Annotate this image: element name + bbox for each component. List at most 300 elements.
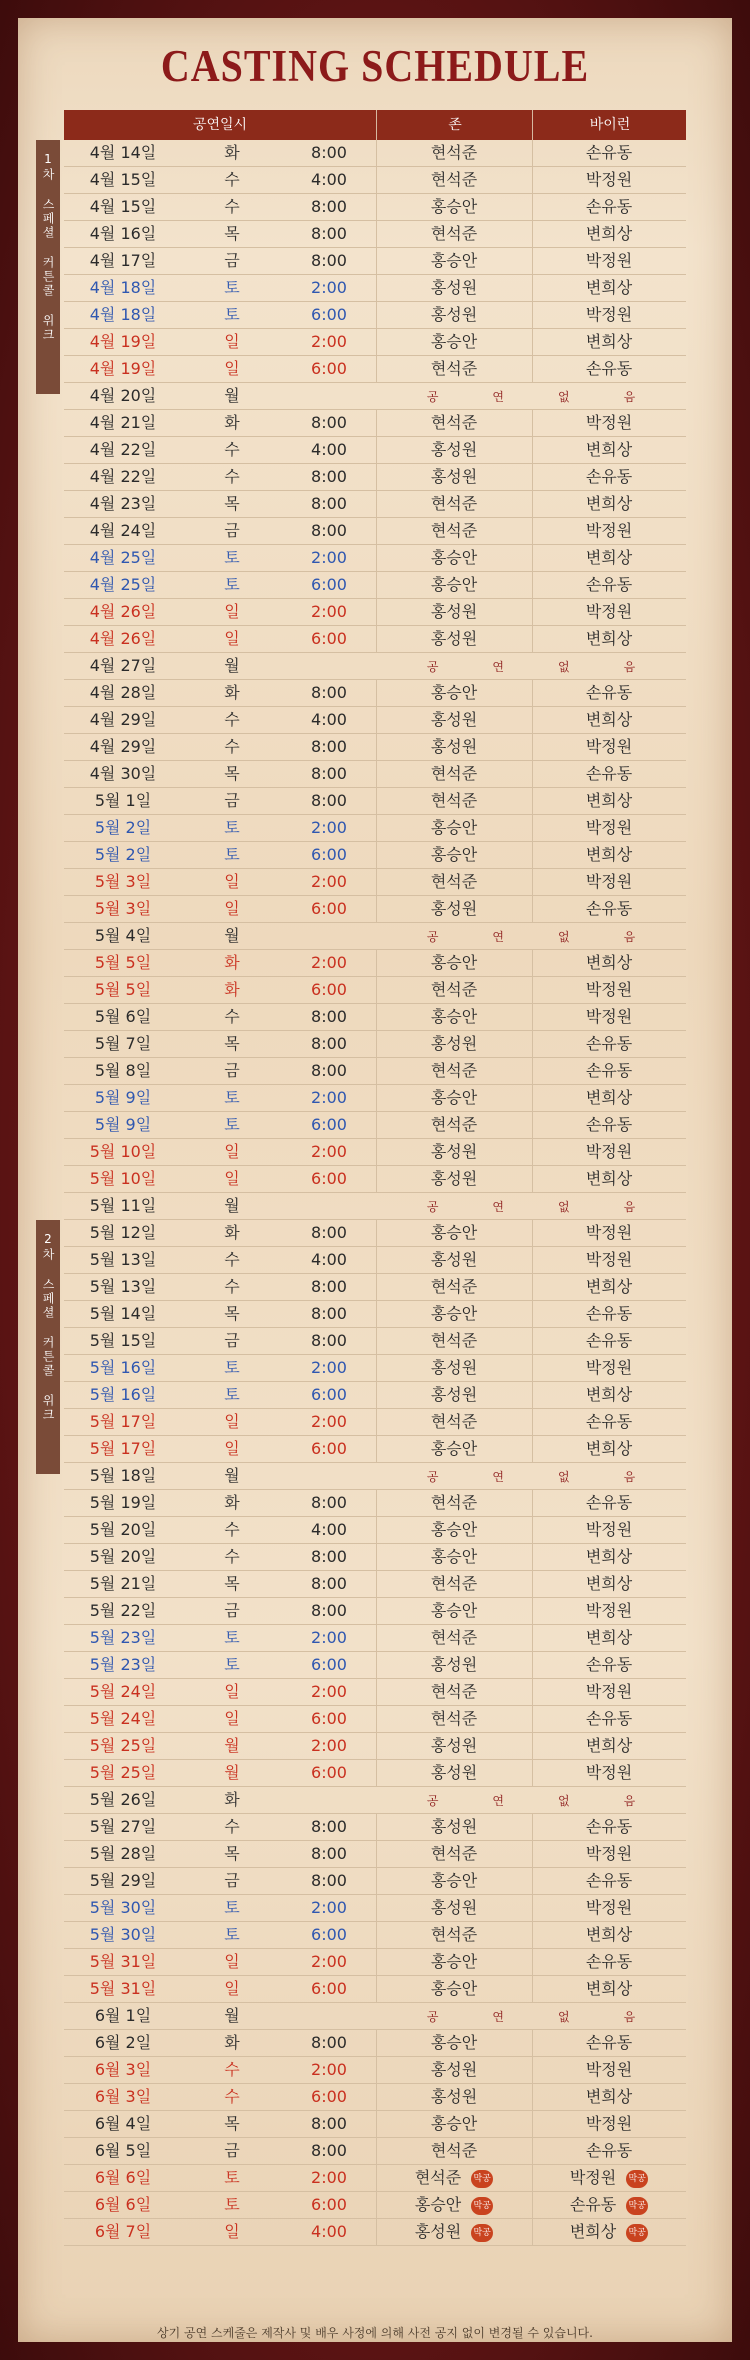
table-row bbox=[64, 2003, 686, 2030]
table-row bbox=[64, 1409, 686, 1436]
row-vir-actor: 변희상 bbox=[585, 1088, 633, 1107]
side-label-text: 2차 스페셜 커튼콜 위크 bbox=[41, 1232, 55, 1422]
row-day: 일 bbox=[224, 359, 240, 378]
row-zon-actor: 현석준 bbox=[376, 1112, 533, 1138]
table-row bbox=[64, 1922, 686, 1949]
table-row bbox=[64, 518, 686, 545]
row-vir-actor: 손유동 bbox=[585, 1817, 633, 1836]
table-row bbox=[64, 734, 686, 761]
row-day: 토 bbox=[224, 575, 240, 594]
final-show-badge: 막공 bbox=[471, 2224, 493, 2242]
row-vir-actor: 박정원 bbox=[585, 1763, 633, 1782]
row-vir-actor: 손유동 bbox=[585, 575, 633, 594]
row-time: 8:00 bbox=[282, 1301, 377, 1327]
row-date: 5월 7일 bbox=[94, 1034, 152, 1053]
row-day: 금 bbox=[224, 1871, 240, 1890]
row-day: 목 bbox=[224, 2114, 240, 2133]
row-vir-actor: 변희상 bbox=[585, 1439, 633, 1458]
row-vir-actor: 변희상 bbox=[585, 1574, 633, 1593]
row-zon-actor bbox=[376, 2219, 533, 2245]
row-time: 8:00 bbox=[282, 680, 377, 706]
table-row bbox=[64, 1463, 686, 1490]
row-date: 5월 10일 bbox=[89, 1142, 157, 1161]
row-zon-actor: 현석준 bbox=[376, 491, 533, 517]
row-date: 5월 17일 bbox=[89, 1412, 157, 1431]
no-show-char: 연 bbox=[492, 660, 504, 674]
table-row bbox=[64, 950, 686, 977]
no-show-char: 연 bbox=[492, 930, 504, 944]
row-date: 4월 22일 bbox=[89, 440, 157, 459]
row-date: 4월 15일 bbox=[89, 170, 157, 189]
row-vir-actor: 박정원 bbox=[585, 818, 633, 837]
no-show-char: 음 bbox=[623, 1794, 636, 1808]
row-day: 일 bbox=[224, 1439, 240, 1458]
row-time: 6:00 bbox=[282, 1436, 377, 1462]
row-day: 화 bbox=[224, 413, 240, 432]
row-date: 4월 17일 bbox=[89, 251, 157, 270]
row-day: 토 bbox=[224, 1115, 240, 1134]
no-show-char: 연 bbox=[492, 1794, 504, 1808]
row-day: 월 bbox=[224, 656, 240, 675]
row-time: 8:00 bbox=[282, 221, 377, 247]
table-row bbox=[64, 977, 686, 1004]
row-date: 5월 22일 bbox=[89, 1601, 157, 1620]
row-day: 토 bbox=[224, 1088, 240, 1107]
row-time: 8:00 bbox=[282, 734, 377, 760]
row-day: 월 bbox=[224, 1466, 240, 1485]
table-row bbox=[64, 1517, 686, 1544]
row-vir-actor: 손유동 bbox=[585, 683, 633, 702]
row-zon-actor: 홍승안 bbox=[376, 572, 533, 598]
table-row bbox=[64, 140, 686, 167]
row-zon-actor: 홍승안 bbox=[376, 194, 533, 220]
table-row bbox=[64, 1355, 686, 1382]
row-date: 6월 6일 bbox=[94, 2168, 152, 2187]
row-zon-actor: 홍성원 bbox=[376, 1247, 533, 1273]
table-row bbox=[64, 464, 686, 491]
row-date: 5월 13일 bbox=[89, 1277, 157, 1296]
row-day: 수 bbox=[224, 1547, 240, 1566]
row-zon-actor: 현석준 bbox=[376, 1409, 533, 1435]
row-vir-actor: 손유동 bbox=[585, 764, 633, 783]
row-zon-actor: 현석준 bbox=[376, 1058, 533, 1084]
row-date: 5월 14일 bbox=[89, 1304, 157, 1323]
row-time: 6:00 bbox=[282, 896, 377, 922]
row-time: 2:00 bbox=[282, 1895, 377, 1921]
row-day: 수 bbox=[224, 2060, 240, 2079]
row-vir-actor: 박정원 bbox=[585, 602, 633, 621]
vir-actor-name: 손유동 bbox=[569, 2195, 617, 2214]
row-day: 월 bbox=[224, 926, 240, 945]
row-vir-actor: 박정원 bbox=[585, 1844, 633, 1863]
row-time: 8:00 bbox=[282, 410, 377, 436]
row-vir-actor: 변희상 bbox=[585, 1547, 633, 1566]
row-date: 5월 5일 bbox=[94, 980, 152, 999]
zon-actor-name: 홍성원 bbox=[414, 2222, 462, 2241]
zon-actor-name: 현석준 bbox=[414, 2168, 462, 2187]
row-day: 수 bbox=[224, 467, 240, 486]
row-time: 4:00 bbox=[282, 1247, 377, 1273]
row-vir-actor: 변희상 bbox=[585, 1169, 633, 1188]
row-date: 5월 16일 bbox=[89, 1385, 157, 1404]
row-time: 8:00 bbox=[282, 1004, 377, 1030]
row-time: 4:00 bbox=[282, 707, 377, 733]
row-date: 5월 4일 bbox=[94, 926, 152, 945]
row-vir-actor: 변희상 bbox=[585, 278, 633, 297]
row-date: 5월 23일 bbox=[89, 1628, 157, 1647]
row-date: 4월 26일 bbox=[89, 602, 157, 621]
row-time: 6:00 bbox=[282, 842, 377, 868]
row-date: 5월 30일 bbox=[89, 1898, 157, 1917]
row-vir-actor: 손유동 bbox=[585, 1331, 633, 1350]
row-time: 6:00 bbox=[282, 1166, 377, 1192]
row-date: 5월 12일 bbox=[89, 1223, 157, 1242]
row-day: 수 bbox=[224, 440, 240, 459]
no-show-label bbox=[376, 1787, 686, 1813]
row-vir-actor: 박정원 bbox=[585, 1250, 633, 1269]
table-row bbox=[64, 761, 686, 788]
table-row bbox=[64, 788, 686, 815]
row-date: 6월 1일 bbox=[94, 2006, 152, 2025]
row-vir-actor: 손유동 bbox=[585, 359, 633, 378]
row-date: 5월 16일 bbox=[89, 1358, 157, 1377]
row-day: 수 bbox=[224, 170, 240, 189]
row-vir-actor: 손유동 bbox=[585, 1871, 633, 1890]
row-time: 6:00 bbox=[282, 1652, 377, 1678]
table-row bbox=[64, 1868, 686, 1895]
row-day: 월 bbox=[224, 1196, 240, 1215]
row-date: 5월 25일 bbox=[89, 1736, 157, 1755]
no-show-char: 음 bbox=[623, 1200, 636, 1214]
row-day: 일 bbox=[224, 1682, 240, 1701]
side-label-week1 bbox=[36, 140, 60, 394]
row-vir-actor: 손유동 bbox=[585, 1304, 633, 1323]
row-zon-actor: 현석준 bbox=[376, 1571, 533, 1597]
row-date: 4월 30일 bbox=[89, 764, 157, 783]
row-vir-actor: 손유동 bbox=[585, 1034, 633, 1053]
row-zon-actor: 홍성원 bbox=[376, 1355, 533, 1381]
row-date: 5월 31일 bbox=[89, 1979, 157, 1998]
row-zon-actor: 홍승안 bbox=[376, 1598, 533, 1624]
row-zon-actor bbox=[376, 2192, 533, 2218]
row-time: 2:00 bbox=[282, 2057, 377, 2083]
row-day: 일 bbox=[224, 1169, 240, 1188]
row-zon-actor: 홍승안 bbox=[376, 680, 533, 706]
row-day: 금 bbox=[224, 521, 240, 540]
row-day: 수 bbox=[224, 1007, 240, 1026]
row-day: 화 bbox=[224, 953, 240, 972]
row-vir-actor bbox=[532, 2165, 686, 2191]
row-zon-actor: 현석준 bbox=[376, 869, 533, 895]
row-day: 수 bbox=[224, 737, 240, 756]
row-time: 6:00 bbox=[282, 356, 377, 382]
table-row bbox=[64, 2111, 686, 2138]
table-row bbox=[64, 194, 686, 221]
no-show-char: 없 bbox=[558, 2010, 570, 2024]
row-vir-actor bbox=[532, 2219, 686, 2245]
row-zon-actor: 홍성원 bbox=[376, 1652, 533, 1678]
row-zon-actor: 홍성원 bbox=[376, 707, 533, 733]
row-time: 6:00 bbox=[282, 2192, 377, 2218]
page-title: CASTING SCHEDULE bbox=[160, 39, 590, 92]
row-date: 5월 11일 bbox=[89, 1196, 157, 1215]
row-zon-actor: 현석준 bbox=[376, 1490, 533, 1516]
table-row bbox=[64, 1706, 686, 1733]
row-day: 일 bbox=[224, 1709, 240, 1728]
no-show-label bbox=[376, 383, 686, 409]
table-row bbox=[64, 1571, 686, 1598]
side-label-week2 bbox=[36, 1220, 60, 1474]
row-time: 8:00 bbox=[282, 788, 377, 814]
table-row bbox=[64, 1787, 686, 1814]
row-zon-actor: 홍성원 bbox=[376, 896, 533, 922]
row-vir-actor: 박정원 bbox=[585, 1898, 633, 1917]
row-vir-actor: 손유동 bbox=[585, 899, 633, 918]
row-day: 목 bbox=[224, 1574, 240, 1593]
row-time: 8:00 bbox=[282, 1598, 377, 1624]
row-vir-actor: 변희상 bbox=[585, 629, 633, 648]
row-day: 수 bbox=[224, 197, 240, 216]
row-vir-actor: 박정원 bbox=[585, 980, 633, 999]
no-show-char: 없 bbox=[558, 660, 570, 674]
row-vir-actor: 변희상 bbox=[585, 1979, 633, 1998]
row-day: 금 bbox=[224, 2141, 240, 2160]
row-time: 8:00 bbox=[282, 248, 377, 274]
table-row bbox=[64, 437, 686, 464]
row-day: 일 bbox=[224, 1979, 240, 1998]
row-time: 8:00 bbox=[282, 1814, 377, 1840]
table-row bbox=[64, 1247, 686, 1274]
row-vir-actor: 변희상 bbox=[585, 494, 633, 513]
row-date: 5월 9일 bbox=[94, 1115, 152, 1134]
row-zon-actor: 홍성원 bbox=[376, 2084, 533, 2110]
row-date: 5월 10일 bbox=[89, 1169, 157, 1188]
row-date: 5월 13일 bbox=[89, 1250, 157, 1269]
row-zon-actor: 현석준 bbox=[376, 1679, 533, 1705]
row-day: 화 bbox=[224, 2033, 240, 2052]
row-date: 4월 21일 bbox=[89, 413, 157, 432]
no-show-char: 공 bbox=[426, 1470, 439, 1484]
row-zon-actor: 현석준 bbox=[376, 788, 533, 814]
row-date: 4월 26일 bbox=[89, 629, 157, 648]
table-row bbox=[64, 1328, 686, 1355]
no-show-char: 없 bbox=[558, 390, 570, 404]
row-zon-actor: 현석준 bbox=[376, 140, 533, 166]
table-row bbox=[64, 410, 686, 437]
row-day: 목 bbox=[224, 1844, 240, 1863]
table-row bbox=[64, 2030, 686, 2057]
row-vir-actor: 손유동 bbox=[585, 2033, 633, 2052]
row-vir-actor: 박정원 bbox=[585, 2114, 633, 2133]
final-show-badge: 막공 bbox=[471, 2197, 493, 2215]
row-date: 4월 19일 bbox=[89, 332, 157, 351]
row-date: 4월 25일 bbox=[89, 575, 157, 594]
row-date: 4월 29일 bbox=[89, 710, 157, 729]
table-row bbox=[64, 221, 686, 248]
table-row bbox=[64, 1544, 686, 1571]
row-day: 월 bbox=[224, 1736, 240, 1755]
row-zon-actor: 홍승안 bbox=[376, 1301, 533, 1327]
table-row bbox=[64, 2084, 686, 2111]
row-zon-actor: 홍성원 bbox=[376, 599, 533, 625]
row-time: 2:00 bbox=[282, 329, 377, 355]
row-zon-actor: 홍성원 bbox=[376, 1139, 533, 1165]
row-day: 목 bbox=[224, 1034, 240, 1053]
row-time: 2:00 bbox=[282, 869, 377, 895]
row-zon-actor: 홍승안 bbox=[376, 2030, 533, 2056]
row-time: 6:00 bbox=[282, 2084, 377, 2110]
no-show-char: 공 bbox=[426, 1794, 439, 1808]
row-zon-actor: 현석준 bbox=[376, 977, 533, 1003]
row-zon-actor: 현석준 bbox=[376, 1706, 533, 1732]
no-show-label bbox=[376, 2003, 686, 2029]
row-time: 6:00 bbox=[282, 1112, 377, 1138]
row-time: 8:00 bbox=[282, 761, 377, 787]
row-time: 8:00 bbox=[282, 1274, 377, 1300]
row-day: 목 bbox=[224, 224, 240, 243]
row-time: 2:00 bbox=[282, 1355, 377, 1381]
row-vir-actor: 박정원 bbox=[585, 737, 633, 756]
row-date: 5월 9일 bbox=[94, 1088, 152, 1107]
no-show-char: 없 bbox=[558, 930, 570, 944]
row-vir-actor: 박정원 bbox=[585, 1682, 633, 1701]
row-vir-actor: 박정원 bbox=[585, 1142, 633, 1161]
row-zon-actor: 홍승안 bbox=[376, 329, 533, 355]
table-row bbox=[64, 1382, 686, 1409]
row-date: 5월 29일 bbox=[89, 1871, 157, 1890]
row-date: 4월 19일 bbox=[89, 359, 157, 378]
row-zon-actor: 홍성원 bbox=[376, 1814, 533, 1840]
row-day: 월 bbox=[224, 386, 240, 405]
row-zon-actor: 홍성원 bbox=[376, 437, 533, 463]
row-vir-actor: 박정원 bbox=[585, 872, 633, 891]
row-day: 화 bbox=[224, 683, 240, 702]
row-zon-actor: 홍승안 bbox=[376, 1220, 533, 1246]
row-vir-actor: 박정원 bbox=[585, 413, 633, 432]
row-time: 8:00 bbox=[282, 518, 377, 544]
table-row bbox=[64, 2165, 686, 2192]
row-zon-actor: 홍승안 bbox=[376, 1976, 533, 2002]
row-day: 목 bbox=[224, 764, 240, 783]
row-day: 토 bbox=[224, 1358, 240, 1377]
table-row bbox=[64, 1031, 686, 1058]
table-row bbox=[64, 572, 686, 599]
row-day: 토 bbox=[224, 818, 240, 837]
table-row bbox=[64, 1301, 686, 1328]
row-zon-actor: 홍승안 bbox=[376, 950, 533, 976]
row-zon-actor: 홍성원 bbox=[376, 1382, 533, 1408]
row-zon-actor: 홍성원 bbox=[376, 302, 533, 328]
row-time: 8:00 bbox=[282, 1544, 377, 1570]
row-zon-actor: 홍성원 bbox=[376, 1895, 533, 1921]
row-time: 2:00 bbox=[282, 1949, 377, 1975]
row-date: 4월 16일 bbox=[89, 224, 157, 243]
row-day: 일 bbox=[224, 1952, 240, 1971]
vir-actor-name: 변희상 bbox=[569, 2222, 617, 2241]
row-day: 토 bbox=[224, 2168, 240, 2187]
row-vir-actor: 변희상 bbox=[585, 2087, 633, 2106]
row-time: 2:00 bbox=[282, 1733, 377, 1759]
row-vir-actor: 손유동 bbox=[585, 1709, 633, 1728]
no-show-label bbox=[376, 1193, 686, 1219]
final-show-badge: 막공 bbox=[626, 2224, 648, 2242]
row-day: 금 bbox=[224, 1331, 240, 1350]
row-date: 5월 24일 bbox=[89, 1709, 157, 1728]
no-show-label bbox=[376, 1463, 686, 1489]
row-date: 5월 8일 bbox=[94, 1061, 152, 1080]
table-row bbox=[64, 1112, 686, 1139]
table-row bbox=[64, 329, 686, 356]
row-day: 월 bbox=[224, 2006, 240, 2025]
row-date: 4월 23일 bbox=[89, 494, 157, 513]
table-row bbox=[64, 2219, 686, 2246]
row-time: 2:00 bbox=[282, 1085, 377, 1111]
row-date: 4월 14일 bbox=[89, 143, 157, 162]
row-date: 6월 4일 bbox=[94, 2114, 152, 2133]
row-vir-actor: 손유동 bbox=[585, 1412, 633, 1431]
row-zon-actor: 홍승안 bbox=[376, 1004, 533, 1030]
row-time bbox=[282, 1787, 376, 1813]
row-zon-actor: 현석준 bbox=[376, 1841, 533, 1867]
row-day: 수 bbox=[224, 710, 240, 729]
row-day: 일 bbox=[224, 1412, 240, 1431]
table-row bbox=[64, 1625, 686, 1652]
row-zon-actor: 현석준 bbox=[376, 2138, 533, 2164]
row-day: 토 bbox=[224, 845, 240, 864]
row-time: 8:00 bbox=[282, 491, 377, 517]
no-show-char: 공 bbox=[426, 660, 439, 674]
row-date: 4월 15일 bbox=[89, 197, 157, 216]
row-time: 2:00 bbox=[282, 1139, 377, 1165]
row-vir-actor: 박정원 bbox=[585, 1007, 633, 1026]
no-show-char: 음 bbox=[623, 390, 636, 404]
row-zon-actor: 홍승안 bbox=[376, 842, 533, 868]
row-date: 4월 22일 bbox=[89, 467, 157, 486]
row-time: 6:00 bbox=[282, 977, 377, 1003]
table-row bbox=[64, 653, 686, 680]
row-zon-actor: 홍승안 bbox=[376, 545, 533, 571]
row-zon-actor: 홍승안 bbox=[376, 1544, 533, 1570]
row-time: 4:00 bbox=[282, 2219, 377, 2245]
row-date: 4월 27일 bbox=[89, 656, 157, 675]
row-vir-actor: 손유동 bbox=[585, 1952, 633, 1971]
table-row bbox=[64, 815, 686, 842]
row-vir-actor: 손유동 bbox=[585, 1655, 633, 1674]
row-time: 2:00 bbox=[282, 599, 377, 625]
side-label-text: 1차 스페셜 커튼콜 위크 bbox=[41, 152, 55, 342]
row-date: 5월 21일 bbox=[89, 1574, 157, 1593]
row-vir-actor: 손유동 bbox=[585, 197, 633, 216]
row-time: 8:00 bbox=[282, 2111, 377, 2137]
row-zon-actor: 홍성원 bbox=[376, 464, 533, 490]
zon-actor-name: 홍승안 bbox=[414, 2195, 462, 2214]
row-time: 4:00 bbox=[282, 167, 377, 193]
row-date: 5월 19일 bbox=[89, 1493, 157, 1512]
row-day: 금 bbox=[224, 251, 240, 270]
row-zon-actor: 현석준 bbox=[376, 221, 533, 247]
row-time: 2:00 bbox=[282, 275, 377, 301]
row-date: 5월 17일 bbox=[89, 1439, 157, 1458]
table-row bbox=[64, 923, 686, 950]
row-day: 토 bbox=[224, 1655, 240, 1674]
row-time: 2:00 bbox=[282, 815, 377, 841]
row-day: 토 bbox=[224, 1925, 240, 1944]
schedule-table bbox=[64, 140, 686, 2246]
row-zon-actor: 현석준 bbox=[376, 1922, 533, 1948]
table-row bbox=[64, 1841, 686, 1868]
row-time: 4:00 bbox=[282, 437, 377, 463]
row-vir-actor bbox=[532, 2192, 686, 2218]
